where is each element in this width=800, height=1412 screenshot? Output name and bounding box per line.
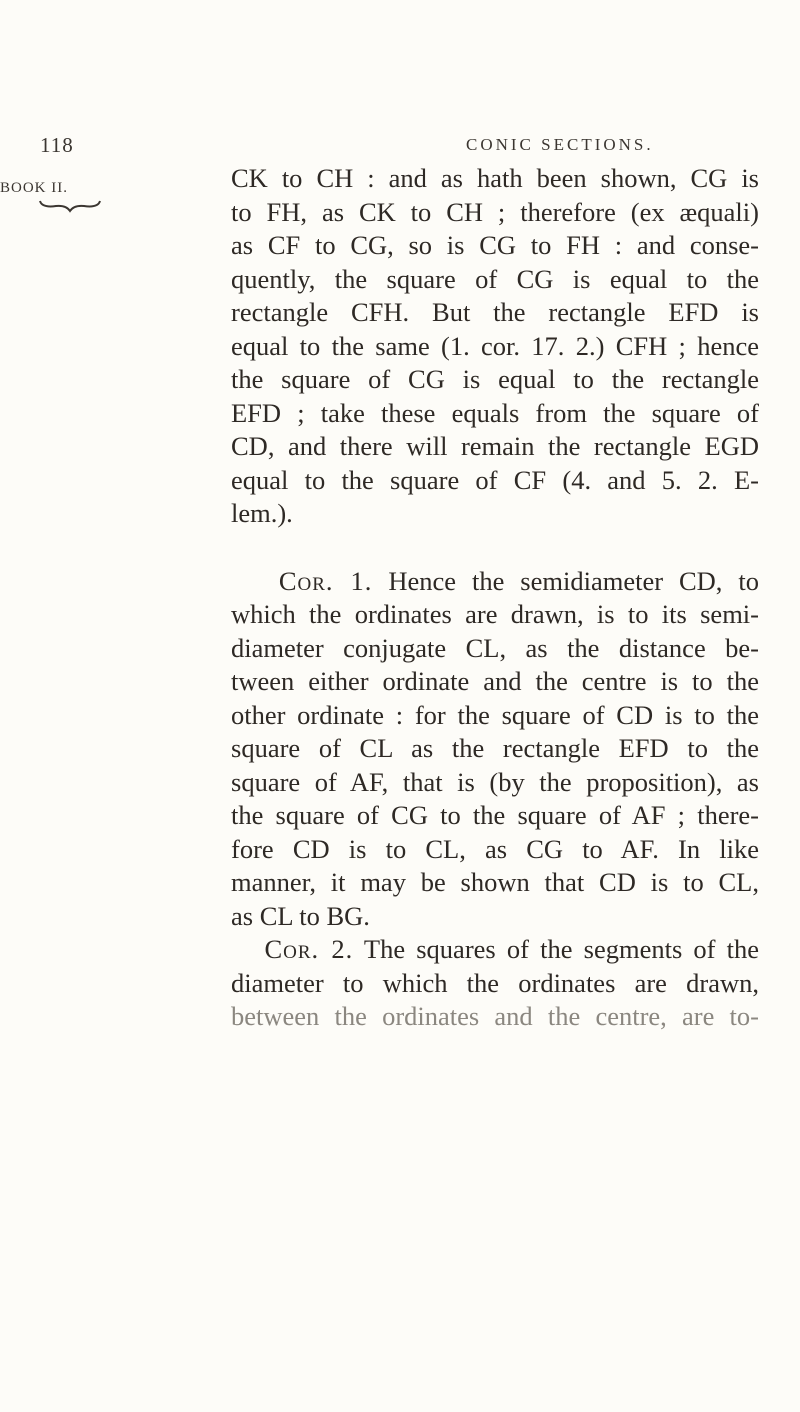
book-label: BOOK II. bbox=[0, 180, 68, 196]
text-line: as CF to CG, so is CG to FH : and conse- bbox=[231, 230, 759, 260]
corollary-label: Cor. 1. bbox=[278, 565, 373, 596]
corollary-label: Cor. 2. bbox=[264, 934, 354, 964]
text-line: lem.). bbox=[231, 498, 293, 528]
text-line: the square of CG is equal to the rectangle bbox=[231, 364, 759, 394]
text-line: to FH, as CK to CH ; therefore (ex æquali) bbox=[231, 196, 759, 227]
text-line: as CL to BG. bbox=[231, 900, 370, 931]
paragraph-1 bbox=[231, 162, 759, 531]
text-line: fore CD is to CL, as CG to AF. In like bbox=[231, 833, 759, 864]
page-header bbox=[40, 133, 720, 157]
paragraph-2 bbox=[231, 565, 759, 934]
text-line: manner, it may be shown that CD is to CL, bbox=[231, 867, 759, 897]
text-line bbox=[231, 565, 759, 599]
text-line: rectangle CFH. But the rectangle EFD is bbox=[231, 297, 759, 327]
paragraph-spacer bbox=[231, 531, 759, 565]
text-line: which the ordinates are drawn, is to its semi- bbox=[231, 599, 759, 629]
paragraph-3 bbox=[231, 933, 759, 1034]
text-line: equal to the square of CF (4. and 5. 2. E- bbox=[231, 464, 759, 495]
text-line: diameter conjugate CL, as the distance be- bbox=[231, 632, 759, 663]
text-line: CD, and there will remain the rectangle EGD bbox=[231, 431, 759, 461]
body-text bbox=[231, 162, 759, 1034]
text-line: CK to CH : and as hath been shown, CG is bbox=[231, 163, 759, 193]
text-line: between the ordinates and the centre, are to- bbox=[231, 1001, 759, 1031]
running-head: CONIC SECTIONS. bbox=[466, 135, 654, 154]
text-line: quently, the square of CG is equal to the bbox=[231, 263, 759, 294]
corollary-text: The squares of the segments of the bbox=[363, 934, 760, 964]
text-line: diameter to which the ordinates are drawn, bbox=[231, 967, 759, 998]
text-line bbox=[231, 933, 759, 967]
text-line: EFD ; take these equals from the square of bbox=[231, 397, 759, 428]
text-line: square of CL as the rectangle EFD to the bbox=[231, 733, 759, 763]
page-number: 118 bbox=[40, 133, 74, 157]
corollary-text: Hence the semidiameter CD, to bbox=[388, 565, 759, 596]
text-line: equal to the same (1. cor. 17. 2.) CFH ; hence bbox=[231, 330, 759, 361]
brace-icon bbox=[38, 199, 102, 213]
text-line: the square of CG to the square of AF ; there- bbox=[231, 800, 759, 830]
text-line: other ordinate : for the square of CD is to the bbox=[231, 699, 759, 730]
text-line: square of AF, that is (by the proposition), as bbox=[231, 766, 759, 797]
margin-note bbox=[0, 180, 130, 213]
text-line: tween either ordinate and the centre is to the bbox=[231, 666, 759, 696]
